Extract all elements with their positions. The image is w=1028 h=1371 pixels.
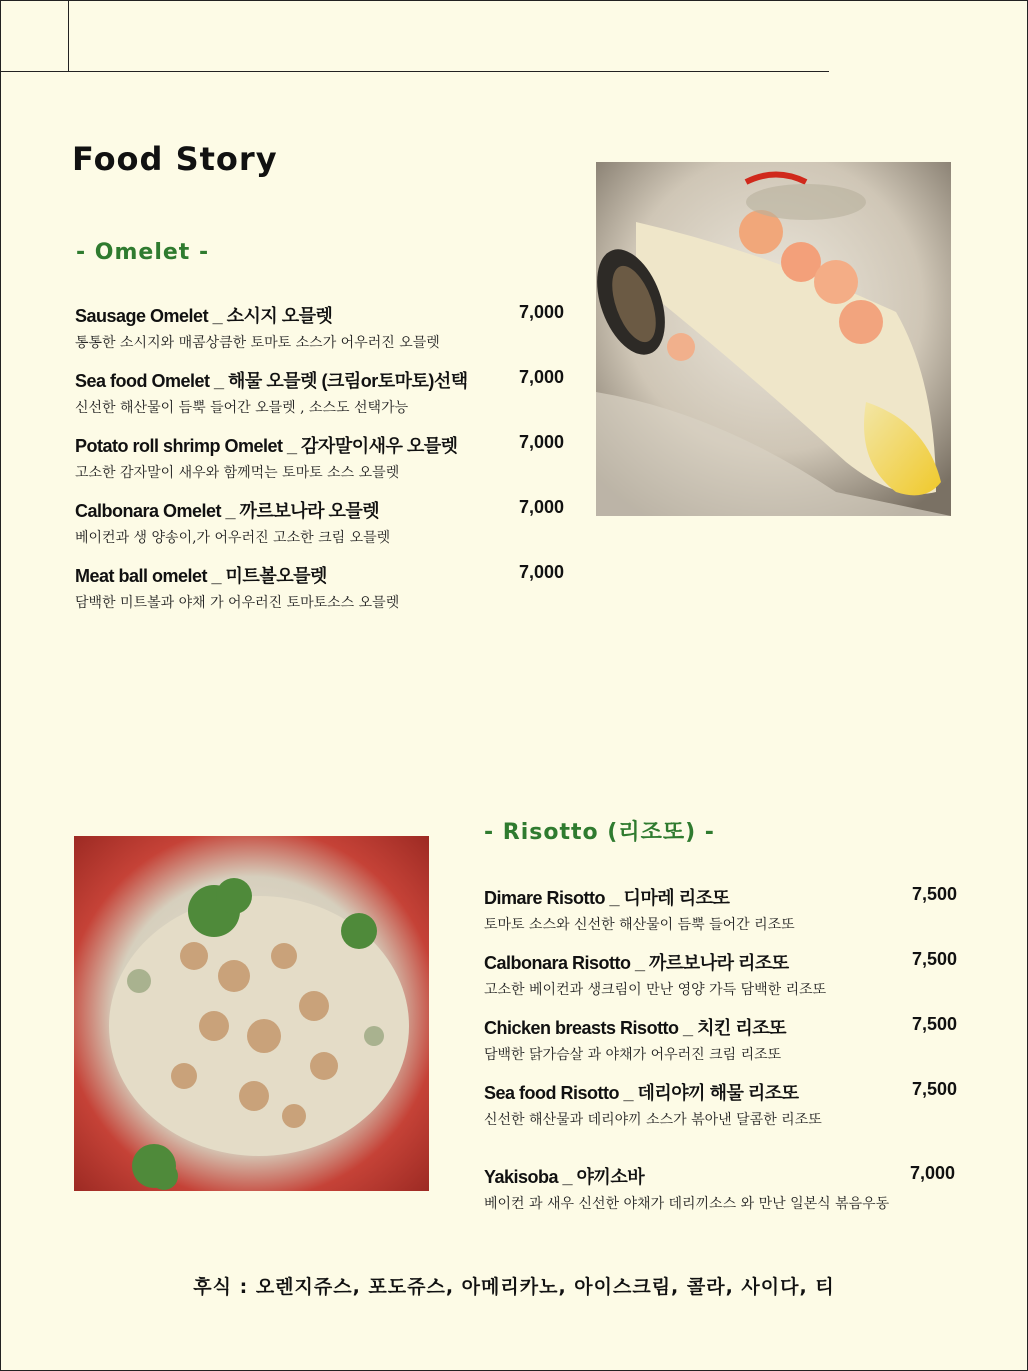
menu-item	[75, 302, 565, 352]
risotto-heading: - Risotto (리조또) -	[484, 820, 715, 845]
item-price: 7,000	[519, 367, 565, 387]
page-title: Food Story	[72, 140, 278, 178]
item-price: 7,000	[519, 562, 565, 582]
item-description: 베이컨 과 새우 신선한 야채가 데리끼소스 와 만난 일본식 볶음우동	[484, 1196, 890, 1212]
item-name: Dimare Risotto _ 디마레 리조또	[484, 888, 730, 908]
menu-item	[484, 949, 956, 999]
item-name: Chicken breasts Risotto _ 치킨 리조또	[484, 1018, 787, 1038]
item-price: 7,000	[519, 302, 565, 322]
dessert-drinks-line: 후식 : 오렌지쥬스, 포도쥬스, 아메리카노, 아이스크림, 콜라, 사이다, 티	[193, 1276, 835, 1298]
item-name: Calbonara Risotto _ 까르보나라 리조또	[484, 953, 789, 973]
menu-item	[75, 497, 565, 547]
item-price: 7,500	[912, 1014, 958, 1034]
item-description: 신선한 해산물이 듬뿍 들어간 오믈렛 , 소스도 선택가능	[75, 400, 409, 416]
item-price: 7,500	[912, 884, 958, 904]
menu-item	[484, 1079, 956, 1129]
menu-item	[75, 562, 565, 612]
menu-item	[484, 1163, 956, 1213]
item-description: 고소한 감자말이 새우와 함께먹는 토마토 소스 오믈렛	[75, 465, 400, 481]
header-divider	[0, 71, 829, 72]
item-description: 토마토 소스와 신선한 해산물이 듬뿍 들어간 리조또	[484, 917, 795, 933]
menu-item	[75, 432, 565, 482]
menu-item	[484, 1014, 956, 1064]
item-name: Potato roll shrimp Omelet _ 감자말이새우 오믈렛	[75, 436, 458, 456]
item-price: 7,000	[519, 432, 565, 452]
risotto-photo	[74, 836, 429, 1191]
item-price: 7,500	[912, 1079, 958, 1099]
item-name: Sea food Omelet _ 해물 오믈렛 (크림or토마토)선택	[75, 371, 468, 391]
omelet-heading: - Omelet -	[76, 240, 210, 265]
item-description: 통통한 소시지와 매콤상큼한 토마토 소스가 어우러진 오믈렛	[75, 335, 440, 351]
item-description: 베이컨과 생 양송이,가 어우러진 고소한 크림 오믈렛	[75, 530, 391, 546]
item-description: 고소한 베이컨과 생크림이 만난 영양 가득 담백한 리조또	[484, 982, 827, 998]
item-price: 7,000	[910, 1163, 956, 1183]
item-description: 신선한 해산물과 데리야끼 소스가 볶아낸 달콤한 리조또	[484, 1112, 822, 1128]
item-description: 담백한 미트볼과 야채 가 어우러진 토마토소스 오믈렛	[75, 595, 400, 611]
item-name: Meat ball omelet _ 미트볼오믈렛	[75, 566, 327, 586]
item-name: Sausage Omelet _ 소시지 오믈렛	[75, 306, 333, 326]
item-name: Calbonara Omelet _ 까르보나라 오믈렛	[75, 501, 380, 521]
menu-item	[75, 367, 565, 417]
menu-item	[484, 884, 956, 934]
item-price: 7,500	[912, 949, 958, 969]
item-name: Yakisoba _ 야끼소바	[484, 1167, 645, 1187]
item-description: 담백한 닭가슴살 과 야채가 어우러진 크림 리조또	[484, 1047, 782, 1063]
item-name: Sea food Risotto _ 데리야끼 해물 리조또	[484, 1083, 799, 1103]
item-price: 7,000	[519, 497, 565, 517]
header-corner-divider	[68, 0, 69, 71]
seafood-omelet-photo	[596, 162, 951, 516]
